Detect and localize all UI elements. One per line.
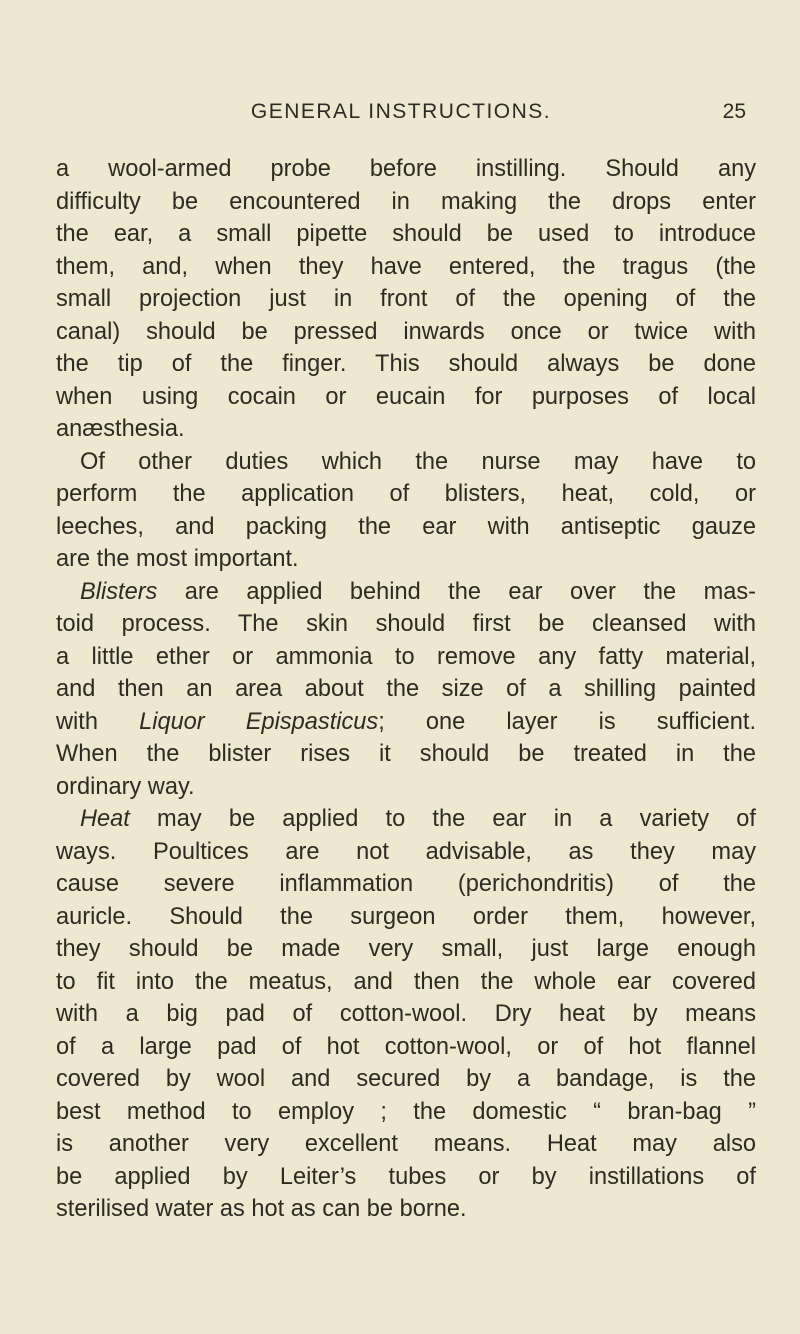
text-span: are applied behind the ear over the mas-	[157, 578, 756, 605]
text-line	[56, 478, 756, 511]
text-span: covered by wool and secured by a bandage, is the	[56, 1066, 756, 1092]
text-span: toid process. The skin should first be cleansed with	[56, 611, 756, 637]
text-span: of a large pad of hot cotton-wool, or of hot flannel	[56, 1033, 756, 1060]
text-span: to fit into the meatus, and then the whole ear covered	[56, 968, 756, 995]
text-span: auricle. Should the surgeon order them, however,	[56, 903, 756, 930]
text-line	[56, 836, 756, 869]
text-span: ways. Poultices are not advisable, as they may	[56, 838, 756, 865]
text-line	[56, 1193, 756, 1226]
text-span: are the most important.	[56, 546, 299, 572]
text-span: and then an area about the size of a shilling painted	[56, 676, 756, 702]
text-line	[56, 641, 756, 674]
text-line	[56, 673, 756, 706]
text-line	[56, 381, 756, 414]
text-span: anæsthesia.	[56, 416, 185, 442]
body-text	[56, 153, 756, 1226]
text-line	[56, 608, 756, 641]
text-line	[56, 576, 756, 609]
text-line	[56, 1161, 756, 1194]
text-line	[56, 868, 756, 901]
text-line	[56, 186, 756, 219]
text-line	[56, 153, 756, 186]
text-line	[56, 1096, 756, 1129]
text-line	[56, 966, 756, 999]
text-line	[56, 901, 756, 934]
text-span: may be applied to the ear in a variety of	[129, 806, 756, 832]
text-line	[56, 446, 756, 479]
text-span: with a big pad of cotton-wool. Dry heat by means	[56, 1001, 756, 1027]
paragraph	[56, 576, 756, 804]
italic-text: Liquor Epispasticus	[139, 708, 379, 735]
paragraph	[56, 803, 756, 1226]
text-span: be applied by Leiter’s tubes or by instillations of	[56, 1163, 756, 1190]
text-line	[56, 251, 756, 284]
text-span: difficulty be encountered in making the drops enter	[56, 188, 756, 215]
text-span: they should be made very small, just large enough	[56, 936, 756, 962]
text-span: When the blister rises it should be treated in the	[56, 741, 756, 767]
running-head: GENERAL INSTRUCTIONS.	[250, 100, 552, 123]
text-span: the tip of the finger. This should always be done	[56, 351, 756, 377]
text-span: ordinary way.	[56, 773, 195, 800]
text-span: a wool-armed probe before instilling. Should any	[56, 156, 756, 182]
page-number: 25	[722, 100, 746, 123]
text-line	[56, 771, 756, 804]
text-span: leeches, and packing the ear with antiseptic gauze	[56, 513, 756, 540]
text-span: canal) should be pressed inwards once or twice with	[56, 318, 756, 345]
page-header	[56, 100, 746, 134]
text-span: with	[56, 708, 140, 735]
text-line	[56, 998, 756, 1031]
text-line	[56, 283, 756, 316]
text-span: small projection just in front of the opening of the	[56, 286, 756, 312]
text-line	[56, 218, 756, 251]
paragraph	[56, 153, 756, 446]
text-span: is another very excellent means. Heat may also	[56, 1131, 756, 1157]
text-line	[56, 543, 756, 576]
text-line	[56, 803, 756, 836]
text-line	[56, 1128, 756, 1161]
text-span: sterilised water as hot as can be borne.	[56, 1196, 467, 1222]
text-line	[56, 413, 756, 446]
italic-text: Blisters	[80, 578, 158, 605]
text-line	[56, 738, 756, 771]
text-span: the ear, a small pipette should be used to introduce	[56, 221, 756, 247]
text-span: best method to employ ; the domestic “ bran-bag ”	[56, 1098, 756, 1125]
italic-text: Heat	[80, 806, 130, 832]
text-span: a little ether or ammonia to remove any fatty material,	[56, 643, 756, 670]
text-line	[56, 1063, 756, 1096]
text-span: them, and, when they have entered, the tragus (the	[56, 253, 756, 280]
text-span: ; one layer is sufficient.	[378, 708, 757, 735]
text-line	[56, 316, 756, 349]
text-line	[56, 1031, 756, 1064]
text-span: perform the application of blisters, heat, cold, or	[56, 481, 756, 507]
text-span: Of other duties which the nurse may have to	[80, 448, 756, 475]
text-span: when using cocain or eucain for purposes of local	[56, 383, 756, 410]
text-line	[56, 348, 756, 381]
paragraph	[56, 446, 756, 576]
text-line	[56, 933, 756, 966]
text-line	[56, 706, 756, 739]
text-line	[56, 511, 756, 544]
text-span: cause severe inflammation (perichondritis) of the	[56, 871, 756, 897]
